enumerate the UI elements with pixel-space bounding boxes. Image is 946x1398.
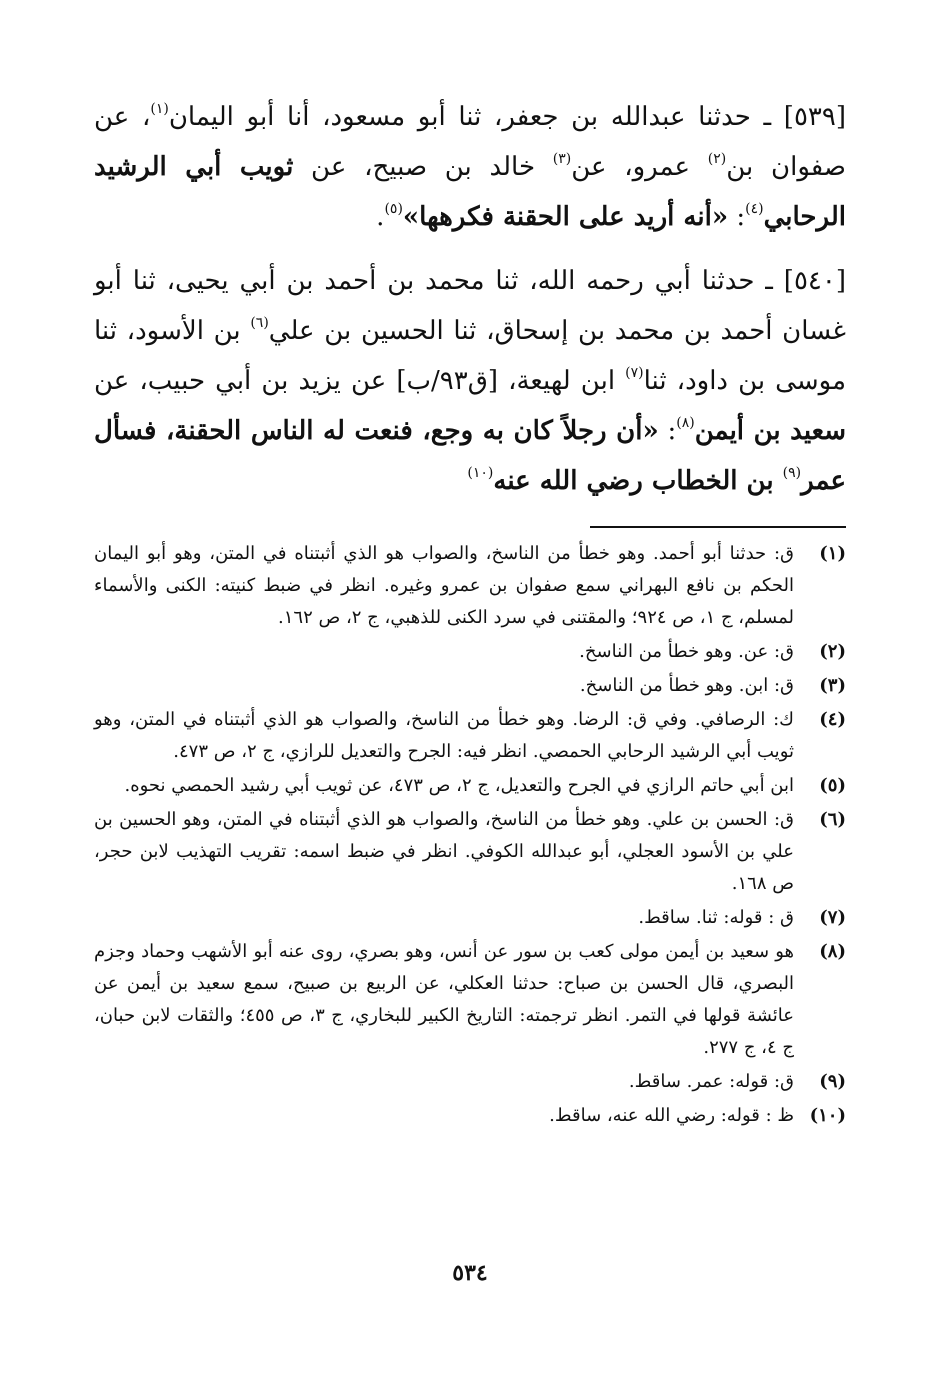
footnote-number: (٤) bbox=[819, 709, 846, 730]
footnote-number: (٩) bbox=[819, 1071, 846, 1092]
text-segment: : bbox=[728, 202, 746, 232]
footnote-text: ق: الحسن بن علي. وهو خطأ من الناسخ، والصواب هو الذي أثبتناه في المتن، وهو الحسين بن علي بن الأسود العجلي، أبو عبدالله الكوفي. انظر في ضبط اسمه: تقريب التهذيب لابن حجر، ص ١٦٨. bbox=[94, 809, 794, 894]
hadith-540 bbox=[94, 256, 846, 506]
footnote-ref: (٨) bbox=[676, 415, 695, 432]
footnote-ref: (١٠) bbox=[467, 465, 494, 482]
footnote-separator bbox=[590, 526, 846, 528]
footnote-number: (٣) bbox=[819, 675, 846, 696]
footnote-number: (٨) bbox=[819, 941, 846, 962]
footnote-ref: (١) bbox=[150, 101, 169, 118]
text-segment: [٥٤٠] ـ حدثنا أبي رحمه الله، ثنا محمد بن أحمد بن أبي يحيى، ثنا أبو غسان أحمد بن محمد بن إسحاق، ثنا الحسين بن علي bbox=[94, 266, 846, 346]
footnote-number: (٢) bbox=[819, 641, 846, 662]
footnote-ref: (٣) bbox=[552, 151, 572, 168]
text-segment: خالد بن صبيح، عن bbox=[293, 152, 553, 182]
footnote-number: (٦) bbox=[819, 809, 846, 830]
footnote-item bbox=[94, 936, 846, 1064]
footnote-item bbox=[94, 704, 846, 768]
footnote-text: ق: قوله: عمر. ساقط. bbox=[628, 1071, 794, 1092]
footnote-text: ق: حدثنا أبو أحمد. وهو خطأ من الناسخ، والصواب هو الذي أثبتناه في المتن، وهو أبو اليمان الحكم بن نافع البهراني سمع صفوان بن عمرو وغيره. انظر في ضبط كنيته: الكنى والأسماء لمسلم، ج ١، ص ٩٢٤؛ والمقتنى في سرد الكنى للذهبي، ج ٢، ص ١٦٢. bbox=[94, 543, 794, 628]
footnote-ref: (٢) bbox=[707, 151, 727, 168]
footnote-item bbox=[94, 636, 846, 668]
footnote-ref: (٤) bbox=[745, 201, 764, 218]
footnote-item bbox=[94, 538, 846, 634]
footnote-text: ابن أبي حاتم الرازي في الجرح والتعديل، ج ٢، ص ٤٧٣، عن ثويب أبي رشيد الحمصي نحوه. bbox=[124, 775, 794, 796]
text-segment: : bbox=[658, 416, 677, 446]
footnote-number: (٧) bbox=[819, 907, 846, 928]
footnote-text: ق : قوله: ثنا. ساقط. bbox=[638, 907, 794, 928]
book-page bbox=[94, 92, 846, 1312]
footnote-text: ظ : قوله: رضي الله عنه، ساقط. bbox=[549, 1105, 794, 1126]
footnote-text: هو سعيد بن أيمن مولى كعب بن سور عن أنس، وهو بصري، روى عنه أبو الأشهب وحماد وجزم البصري، قال الحسن بن صباح: حدثنا العكلي، عن الربيع بن صبيح، سمع سعيد بن أيمن عن عائشة قولها في التمر. انظر ترجمته: التاريخ الكبير للبخاري، ج ٣، ص ٤٥٥؛ والثقات لابن حبان، ج ٤، ج ٢٧٧. bbox=[94, 941, 794, 1058]
footnote-item bbox=[94, 902, 846, 934]
footnote-text: ك: الرصافي. وفي ق: الرضا. وهو خطأ من الناسخ، والصواب هو الذي أثبتناه في المتن، وهو ثويب أبي الرشيد الرحابي الحمصي. انظر فيه: الجرح والتعديل للرازي، ج ٢، ص ٤٧٣. bbox=[94, 709, 794, 762]
footnote-number: (١) bbox=[819, 543, 846, 564]
footnote-ref: (٩) bbox=[782, 465, 802, 482]
narrator-name: سعيد بن أيمن bbox=[694, 416, 847, 446]
narrator-name: ثويب أبي الرشيد الرحابي bbox=[94, 152, 846, 232]
footnote-ref: (٥) bbox=[384, 201, 403, 218]
footnote-item bbox=[94, 804, 846, 900]
footnote-text: ق: عن. وهو خطأ من الناسخ. bbox=[579, 641, 794, 662]
page-number: ٥٣٤ bbox=[452, 1260, 488, 1286]
footnote-item bbox=[94, 1066, 846, 1098]
footnote-number: (٥) bbox=[819, 775, 846, 796]
text-segment: عمرو، عن bbox=[571, 152, 708, 182]
footnote-ref: (٧) bbox=[625, 365, 644, 382]
hadith-matn: بن الخطاب رضي الله عنه bbox=[493, 466, 783, 496]
footnote-item bbox=[94, 670, 846, 702]
footnote-item bbox=[94, 770, 846, 802]
text-segment: ، عن صفوان بن bbox=[94, 102, 846, 182]
footnotes-list bbox=[94, 538, 846, 1132]
text-segment: . bbox=[376, 202, 385, 232]
footnote-ref: (٦) bbox=[250, 315, 269, 332]
text-segment: [٥٣٩] ـ حدثنا عبدالله بن جعفر، ثنا أبو مسعود، أنا أبو اليمان bbox=[168, 102, 847, 132]
footnote-item bbox=[94, 1100, 846, 1132]
footnote-text: ق: ابن. وهو خطأ من الناسخ. bbox=[579, 675, 794, 696]
hadith-matn: «أنه أريد على الحقنة فكرهها» bbox=[402, 202, 729, 232]
hadith-539 bbox=[94, 92, 846, 242]
footnote-number: (١٠) bbox=[809, 1105, 846, 1126]
text-segment: ابن لهيعة، [ق٩٣/ب] عن يزيد بن أبي حبيب، عن bbox=[94, 366, 626, 396]
hadith-matn: «أن رجلاً كان به وجع، فنعت له الناس الحقنة، فسأل عمر bbox=[94, 416, 846, 496]
text-segment: بن الأسود، ثنا موسى بن داود، ثنا bbox=[94, 316, 846, 396]
main-text bbox=[94, 92, 846, 506]
